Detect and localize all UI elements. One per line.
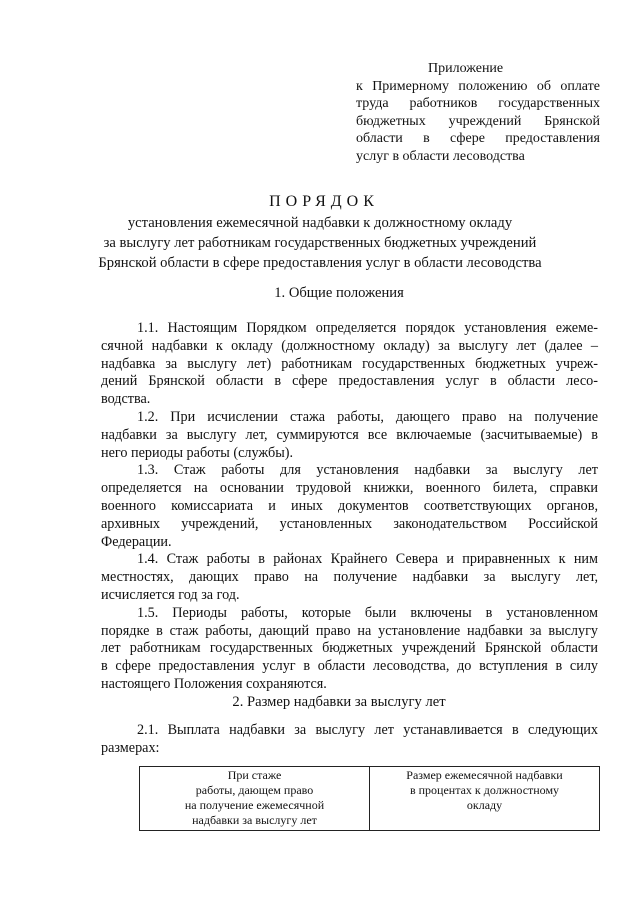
table-cell-line: надбавки за выслугу лет (192, 813, 317, 827)
paragraph-line: военного комиссариата и иных документов соответствующих органов, (101, 497, 598, 514)
paragraph-line: порядке в стаж работы, дающий право на установление надбавки за выслугу (101, 622, 598, 639)
paragraph-line: 2.1. Выплата надбавки за выслугу лет устанавливается в следующих (137, 722, 598, 738)
paragraph-line: Федерации. (101, 533, 172, 550)
paragraph-line: размерах: (101, 739, 160, 756)
table-cell-line: При стаже (227, 768, 282, 782)
paragraph-line: местностях, дающих право на получение надбавки за выслугу лет, (101, 569, 598, 586)
appendix-block (356, 60, 600, 165)
allowance-table (139, 766, 600, 831)
appendix-title: Приложение (428, 61, 504, 76)
paragraph-line: водства. (101, 391, 151, 408)
subtitle-line: за выслугу лет работникам государственных бюджетных учреждений (103, 235, 537, 251)
appendix-line: к Примерному положению об оплате (356, 78, 600, 94)
paragraph-line: надбавка за выслугу лет) работникам государственных бюджетных учреж- (101, 355, 598, 372)
paragraph-line: 1.4. Стаж работы в районах Крайнего Севера и приравненных к ним (137, 551, 598, 568)
section-2-heading: 2. Размер надбавки за выслугу лет (232, 694, 446, 710)
paragraph-line: 1.5. Периоды работы, которые были включены в установленном (137, 604, 598, 621)
table-cell-line: в процентах к должностному (409, 783, 560, 797)
table-cell-line: на получение ежемесячной (184, 798, 325, 812)
appendix-line: труда работников государственных (356, 96, 600, 111)
document-title: ПОРЯДОК (269, 193, 379, 210)
table-cell-line: Размер ежемесячной надбавки (406, 768, 563, 782)
paragraph-line: 1.2. При исчислении стажа работы, дающего право на получение (137, 408, 598, 425)
table-cell-line: работы, дающем право (195, 783, 314, 797)
paragraph-line: исчисляется год за год. (101, 586, 240, 603)
section-2-body (101, 722, 598, 758)
paragraph-line: сячной надбавки к окладу (должностному окладу) за выслугу лет (далее – (101, 337, 598, 354)
paragraph-line: настоящего Положения сохраняются. (101, 675, 327, 692)
paragraph-line: надбавки за выслугу лет, суммируются все включаемые (засчитываемые) в (101, 426, 598, 443)
document-subtitle (0, 213, 640, 273)
paragraph-line: в сфере предоставления услуг в области лесоводства, до вступления в силу (101, 658, 598, 675)
table-header-cell-experience (140, 767, 369, 830)
table-cell-line: окладу (466, 798, 503, 812)
appendix-line: области в сфере предоставления (356, 131, 600, 146)
appendix-line: услуг в области лесоводства (356, 148, 525, 164)
paragraph-line: определяется на основании трудовой книжки, военного билета, справки (101, 480, 598, 497)
paragraph-line: 1.1. Настоящим Порядком определяется порядок установления ежеме- (137, 320, 598, 336)
section-1-body (101, 320, 598, 694)
paragraph-line: 1.3. Стаж работы для установления надбавки за выслугу лет (137, 462, 598, 479)
paragraph-line: дений Брянской области в сфере предоставления услуг в области лесо- (101, 373, 598, 390)
subtitle-line: Брянской области в сфере предоставления услуг в области лесоводства (98, 255, 542, 271)
table-header-cell-percent (369, 767, 599, 830)
paragraph-line: архивных учреждений, установленных законодательством Российской (101, 515, 598, 532)
section-1-heading: 1. Общие положения (274, 285, 404, 301)
paragraph-line: него периоды работы (службы). (101, 444, 293, 461)
subtitle-line: установления ежемесячной надбавки к должностному окладу (127, 215, 513, 231)
paragraph-line: лет работникам государственных бюджетных учреждений Брянской области (101, 640, 598, 657)
appendix-line: бюджетных учреждений Брянской (356, 113, 600, 129)
